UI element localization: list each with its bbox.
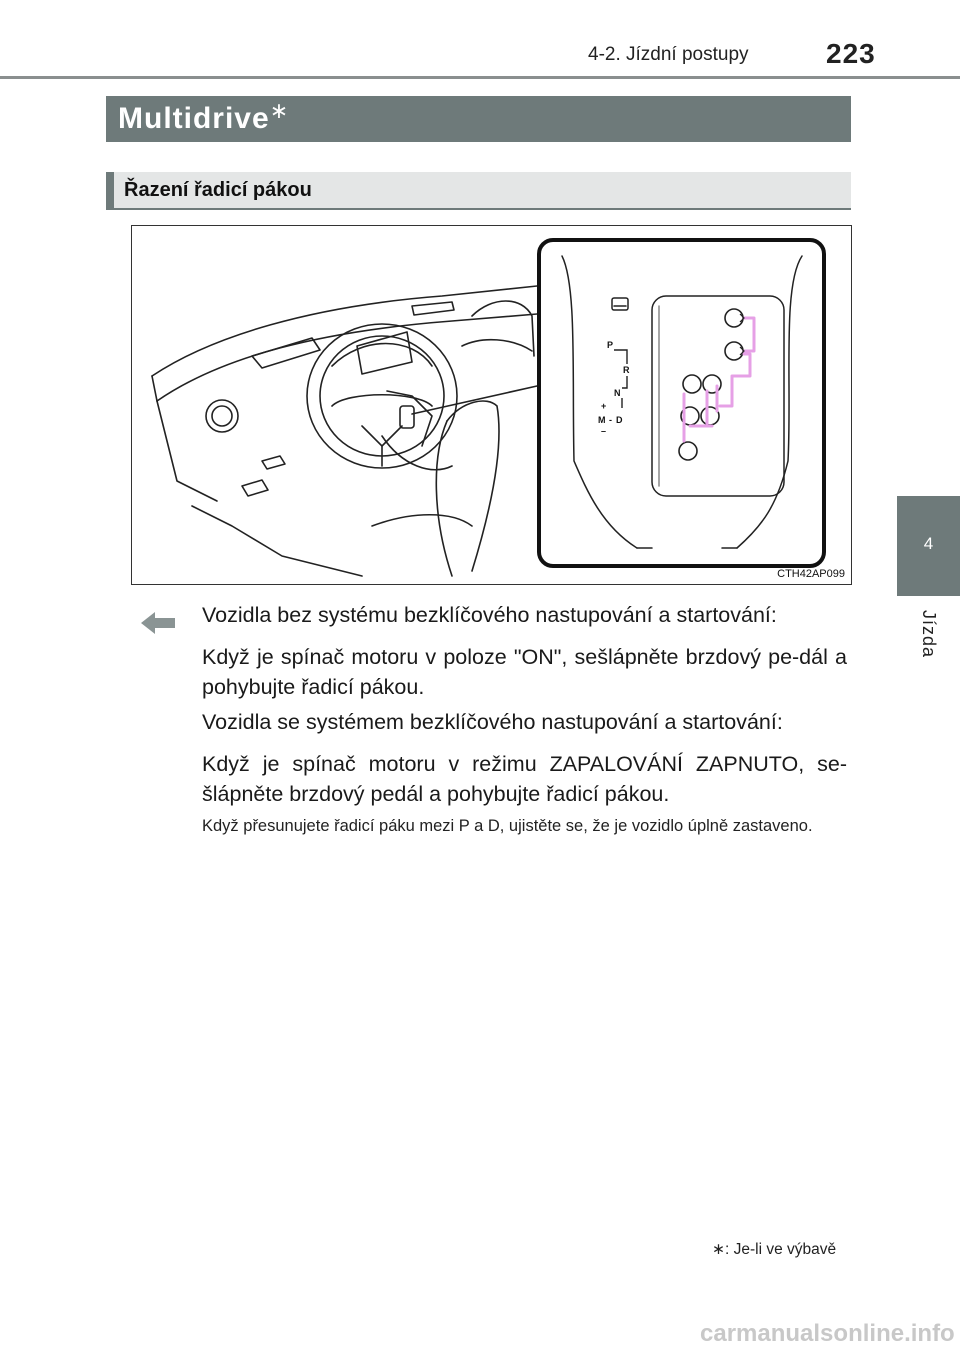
shift-lever-figure <box>131 225 852 585</box>
gate-label-p: P <box>607 340 614 350</box>
gate-label-m: M <box>598 415 606 425</box>
paragraph-keyless-instruction: Když je spínač motoru v režimu ZAPALOVÁNÍ ZAPNUTO, se-šlápněte brzdový pedál a pohybujte řadicí pákou. <box>202 752 847 806</box>
gate-label-d: D <box>616 415 623 425</box>
header-divider <box>0 76 960 79</box>
watermark: carmanualsonline.info <box>700 1320 955 1347</box>
chapter-number: 4 <box>923 534 934 553</box>
paragraph-no-keyless: Vozidla bez systému bezklíčového nastupování a startování: <box>202 603 777 627</box>
subsection-marker <box>106 172 114 208</box>
gate-label-minus: – <box>601 426 607 436</box>
figure-code: CTH42AP099 <box>777 568 845 580</box>
section-header: 4-2. Jízdní postupy <box>588 44 749 65</box>
page-number: 223 <box>826 38 876 69</box>
page-title-text: Multidrive <box>118 102 270 135</box>
page-title <box>118 98 290 136</box>
subsection-bar <box>106 172 851 210</box>
arrow-left-icon <box>141 612 175 634</box>
caution-note: Když přesunujete řadicí páku mezi P a D, ujistěte se, že je vozidlo úplně zastaveno. <box>202 817 813 835</box>
gate-label-dash: - <box>609 415 612 425</box>
gate-label-r: R <box>623 365 630 375</box>
paragraph-no-keyless-instruction: Když je spínač motoru v poloze "ON", sešlápněte brzdový pe-dál a pohybujte řadicí pákou. <box>202 645 847 699</box>
chapter-label: Jízda <box>919 610 939 659</box>
title-bar <box>106 96 851 142</box>
gate-label-plus: + <box>601 401 607 411</box>
footnote: ∗: Je-li ve výbavě <box>712 1241 837 1258</box>
cockpit-illustration <box>132 226 851 584</box>
chapter-tab <box>897 496 960 596</box>
gate-label-n: N <box>614 388 621 398</box>
title-asterisk: ∗ <box>269 98 290 123</box>
paragraph-keyless: Vozidla se systémem bezklíčového nastupování a startování: <box>202 710 783 734</box>
subsection-title: Řazení řadicí pákou <box>124 179 312 201</box>
